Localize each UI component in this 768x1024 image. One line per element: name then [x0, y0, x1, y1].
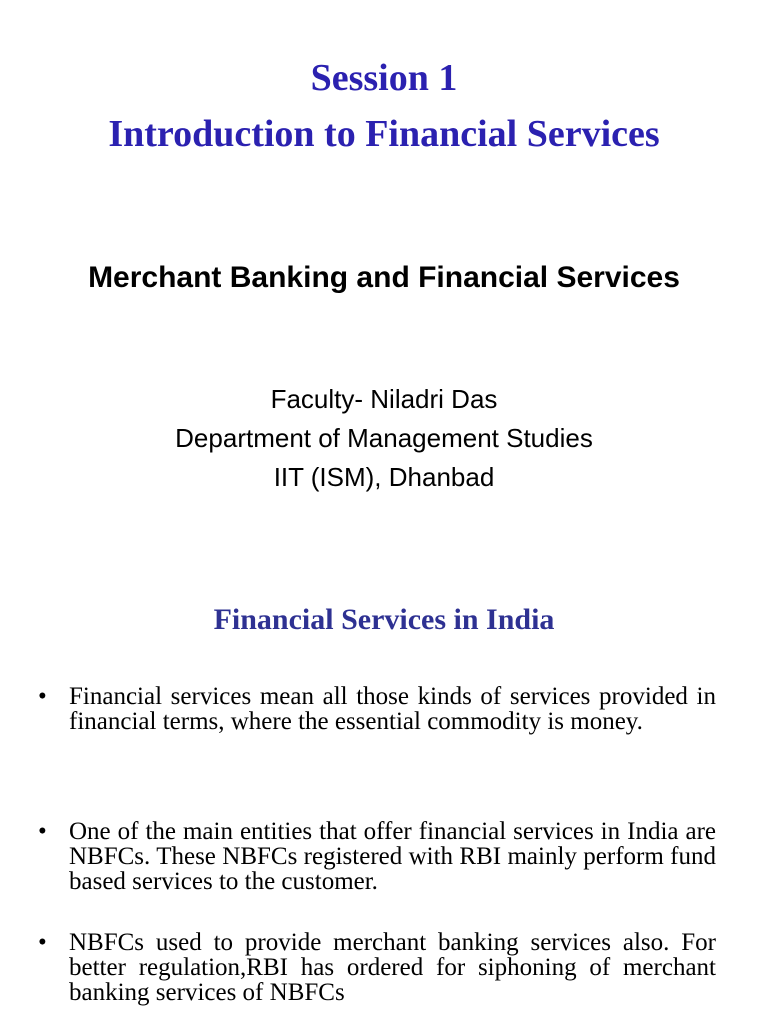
bullet-dot: •: [38, 818, 47, 845]
session-title: Session 1: [310, 57, 458, 99]
bullet-item: [38, 930, 716, 1005]
faculty-name: Faculty- Niladri Das: [270, 384, 498, 414]
department-name: Department of Management Studies: [175, 423, 593, 453]
bullet-dot: •: [38, 929, 47, 956]
bullet-text: One of the main entities that offer financial services in India are NBFCs. These NBFCs registered with RBI mainly perform fund based services to the customer.: [69, 818, 716, 895]
bullet-text: Financial services mean all those kinds of services provided in financial terms, where the essential commodity is money.: [69, 683, 716, 735]
slide-title: Introduction to Financial Services: [108, 113, 660, 155]
bullet-dot: •: [38, 683, 47, 710]
faculty-info: [0, 380, 768, 497]
bullet-text: NBFCs used to provide merchant banking services also. For better regulation,RBI has ordered for siphoning of merchant banking services of NBFCs: [69, 929, 716, 1006]
bullet-item: [38, 684, 716, 734]
bullet-item: [38, 819, 716, 894]
institute-name: IIT (ISM), Dhanbad: [273, 462, 495, 492]
course-title: Merchant Banking and Financial Services: [88, 261, 680, 294]
bullet-list: [38, 684, 716, 1005]
section-title: Financial Services in India: [213, 603, 555, 636]
